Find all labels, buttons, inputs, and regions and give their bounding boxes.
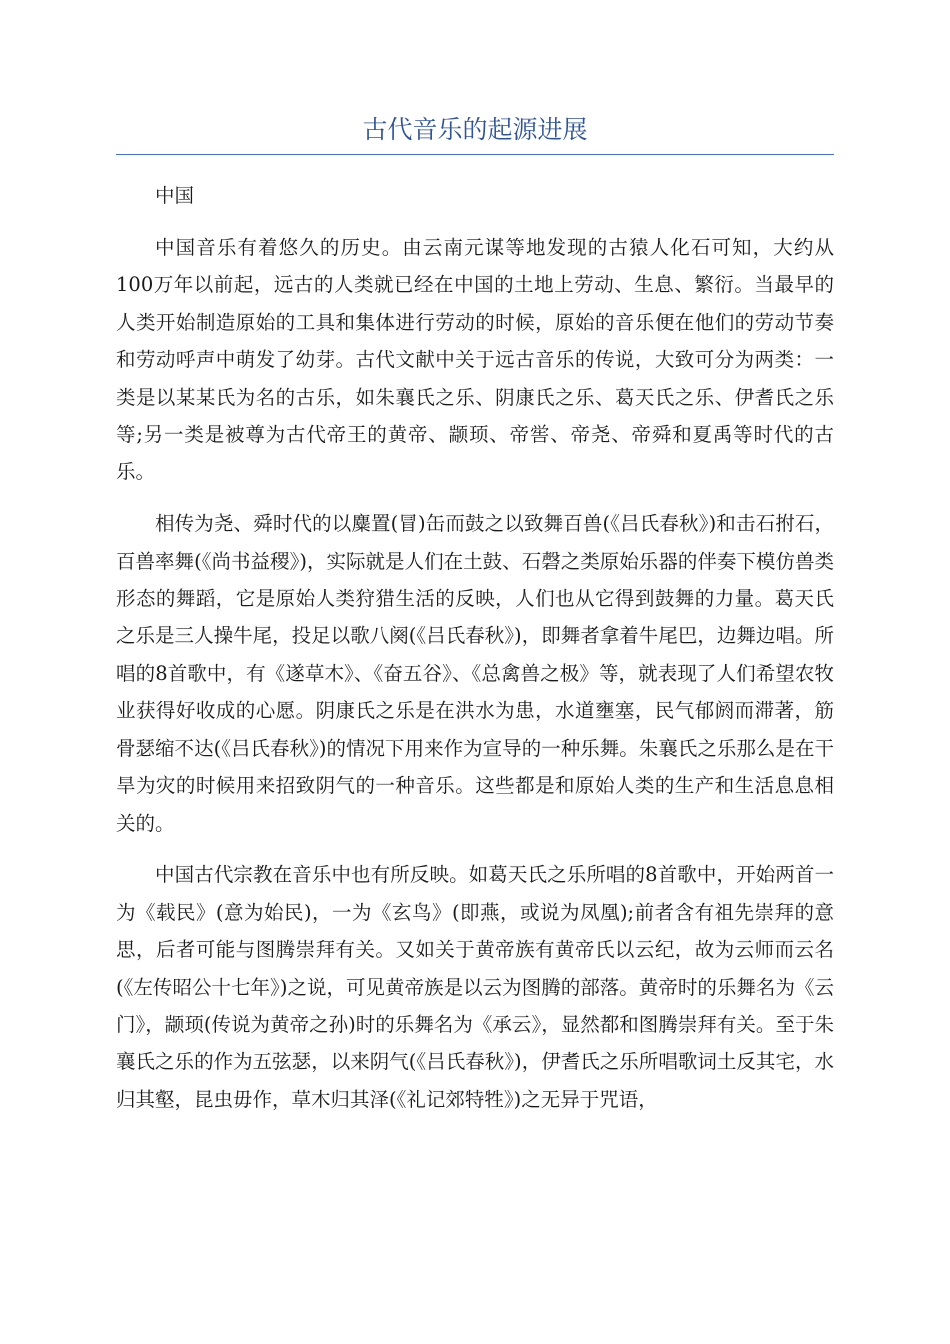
document-title: 古代音乐的起源进展 [362,115,588,144]
paragraph: 相传为尧、舜时代的以麋置(冒)缶而鼓之以致舞百兽(《吕氏春秋》)和击石拊石，百兽率舞(《尚书益稷》)，实际就是人们在土鼓、石磬之类原始乐器的伴奏下模仿兽类形态的舞蹈，它是原始人类狩猎生活的反映，人们也从它得到鼓舞的力量。葛天氏之乐是三人操牛尾，投足以歌八阕(《吕氏春秋》)，即舞者拿着牛尾巴，边舞边唱。所唱的8首歌中，有《遂草木》、《奋五谷》、《总禽兽之极》等，就表现了人们希望农牧业获得好收成的心愿。阴康氏之乐是在洪水为患，水道壅塞，民气郁阏而滞著，筋骨瑟缩不达(《吕氏春秋》)的情况下用来作为宣导的一种乐舞。朱襄氏之乐那么是在干旱为灾的时候用来招致阴气的一种音乐。这些都是和原始人类的生产和生活息息相关的。 [116,512,834,835]
paragraph: 中国音乐有着悠久的历史。由云南元谋等地发现的古猿人化石可知，大约从100万年以前起，远古的人类就已经在中国的土地上劳动、生息、繁衍。当最早的人类开始制造原始的工具和集体进行劳动的时候，原始的音乐便在他们的劳动节奏和劳动呼声中萌发了幼芽。古代文献中关于远古音乐的传说，大致可分为两类：一类是以某某氏为名的古乐，如朱襄氏之乐、阴康氏之乐、葛天氏之乐、伊耆氏之乐等;另一类是被尊为古代帝王的黄帝、颛顼、帝喾、帝尧、帝舜和夏禹等时代的古乐。 [116,235,834,484]
paragraph: 中国古代宗教在音乐中也有所反映。如葛天氏之乐所唱的8首歌中，开始两首一为《载民》(意为始民)，一为《玄鸟》(即燕，或说为凤凰);前者含有祖先崇拜的意思，后者可能与图腾崇拜有关。又如关于黄帝族有黄帝氏以云纪，故为云师而云名(《左传昭公十七年》)之说，可见黄帝族是以云为图腾的部落。黄帝时的乐舞名为《云门》，颛顼(传说为黄帝之孙)时的乐舞名为《承云》，显然都和图腾崇拜有关。至于朱襄氏之乐的作为五弦瑟，以来阴气(《吕氏春秋》)，伊耆氏之乐所唱歌词土反其宅，水归其壑，昆虫毋作，草木归其泽(《礼记郊特牲》)之无异于咒语， [116,863,834,1111]
title-underline [116,154,834,155]
section-heading-china: 中国 [155,184,195,207]
document-body [116,177,834,1133]
